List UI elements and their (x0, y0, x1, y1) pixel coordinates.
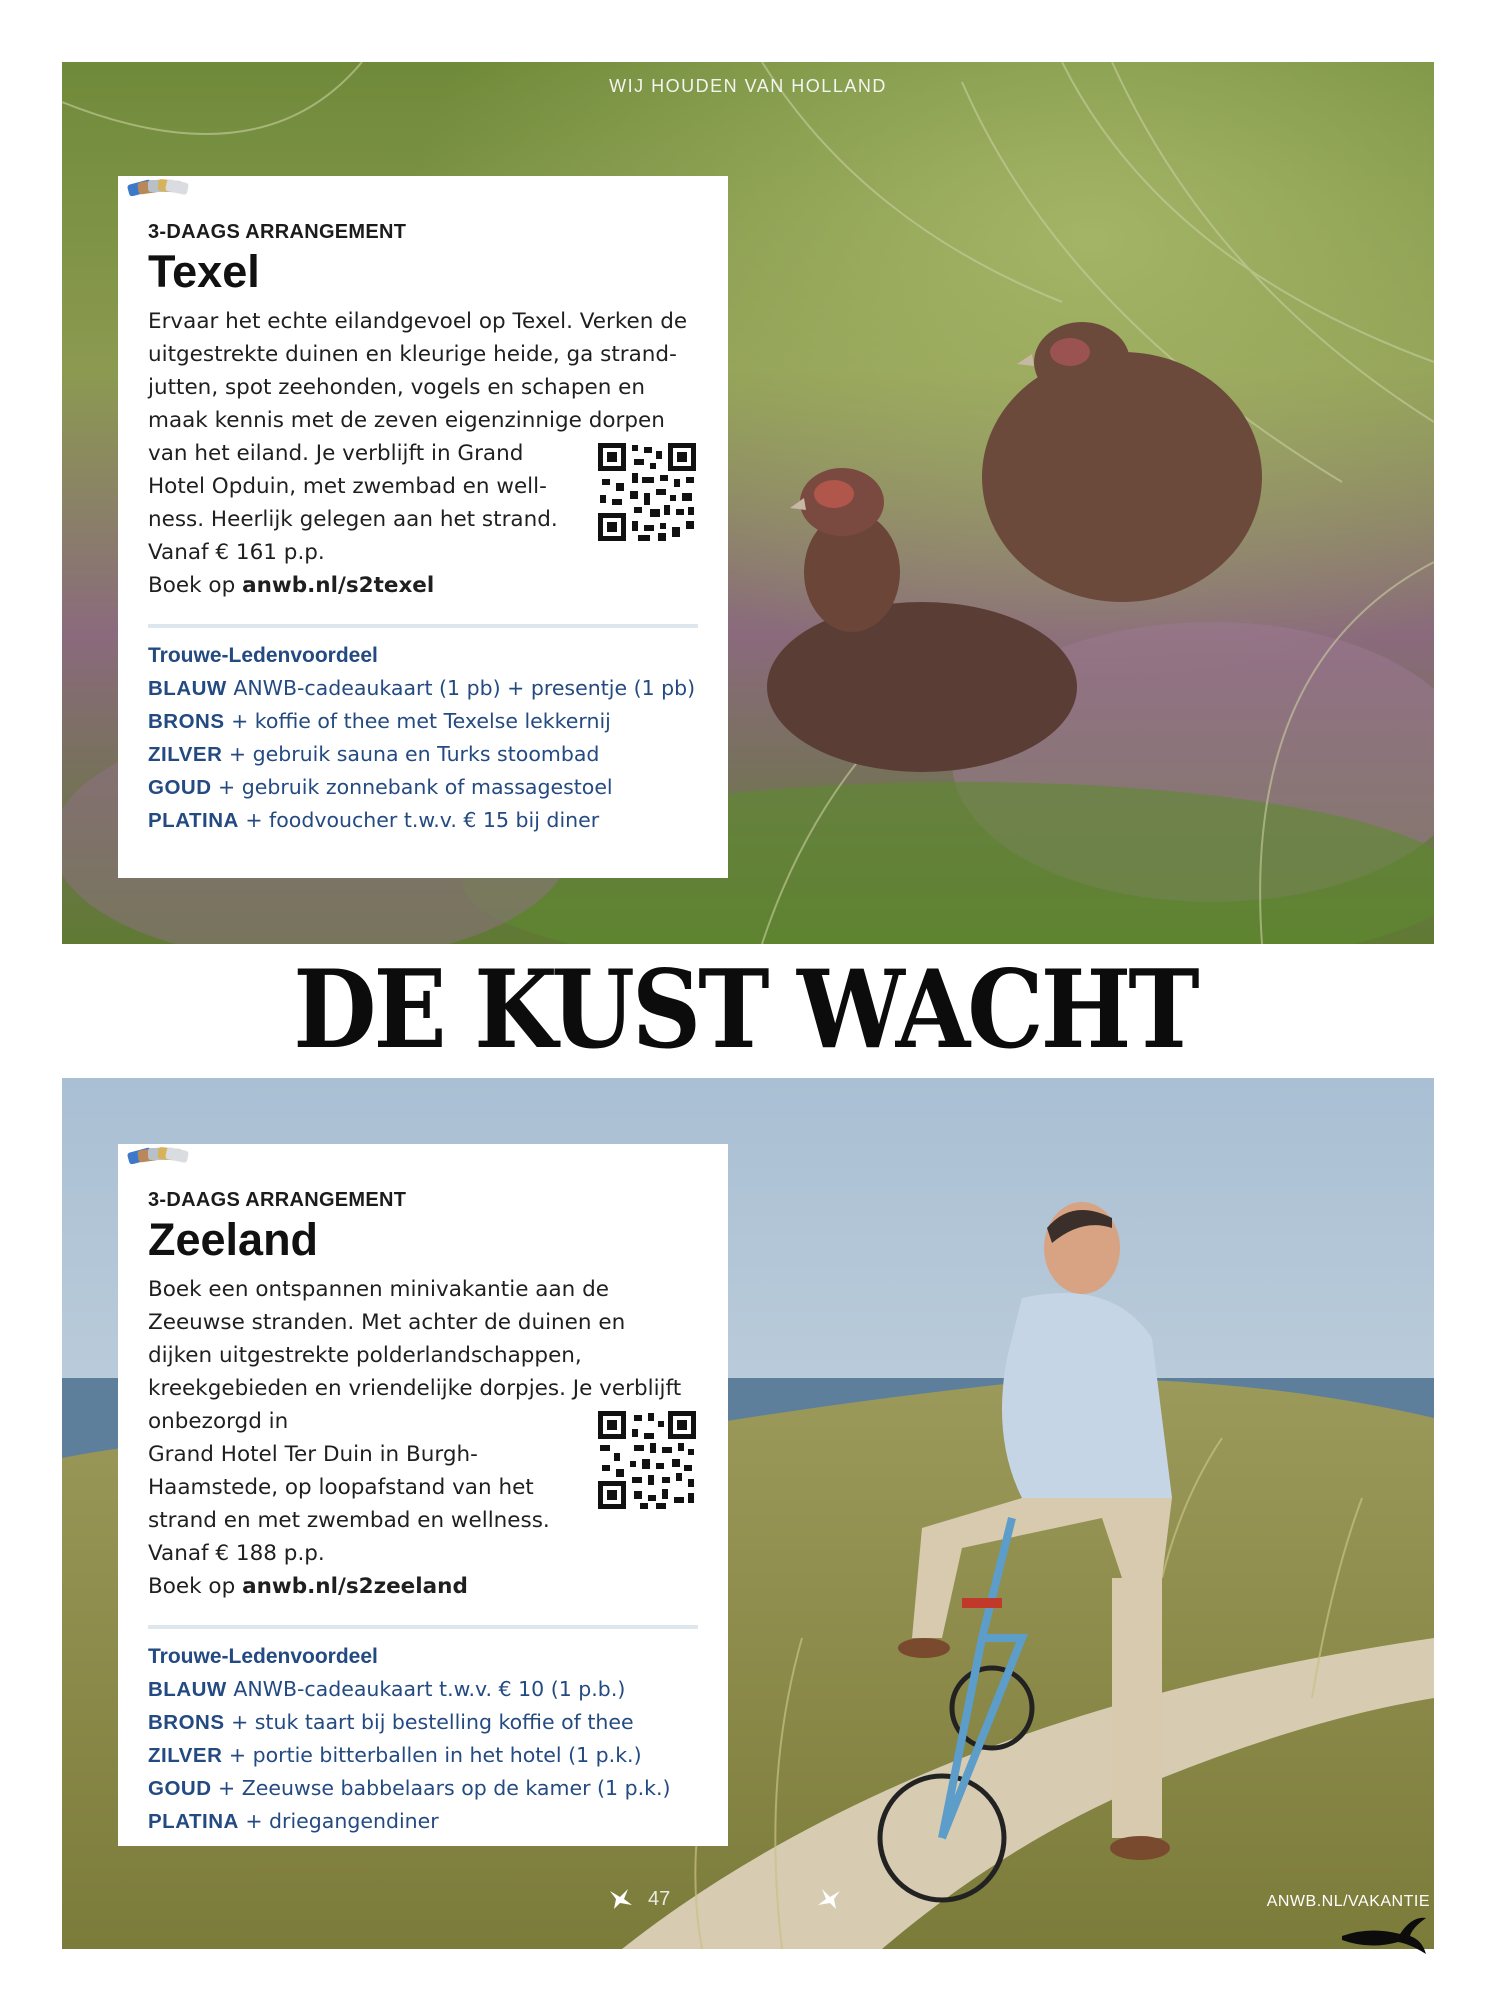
offer-booking-line (148, 1570, 568, 1603)
divider (148, 624, 698, 628)
qr-code-icon[interactable] (598, 1411, 696, 1509)
scan-and-book[interactable] (598, 1411, 698, 1451)
offer-card-zeeland (118, 1144, 728, 1846)
book-prefix: Boek op (148, 573, 236, 599)
page-number: 47 (648, 1888, 671, 1910)
perks-list (148, 1673, 698, 1838)
book-prefix: Boek op (148, 1574, 236, 1600)
bird-ornament-icon (816, 1887, 842, 1911)
perk-goud: GOUD + gebruik zonnebank of massagestoel (148, 775, 613, 800)
offer-kicker: 3-DAAGS ARRANGEMENT (148, 221, 407, 243)
zeeland-photo (62, 1078, 1434, 1949)
divider (148, 1625, 698, 1629)
offer-card-texel (118, 176, 728, 878)
section-label: WIJ HOUDEN VAN HOLLAND (609, 76, 887, 96)
perk-platina: PLATINA + foodvoucher t.w.v. € 15 bij diner (148, 808, 600, 833)
perks-list (148, 672, 698, 837)
perk-zilver: ZILVER + gebruik sauna en Turks stoombad (148, 742, 600, 767)
perks-title: Trouwe-Ledenvoordeel (148, 644, 698, 668)
offer-description-hotel: Grand Hotel Ter Duin in Burgh-Haamstede, op loopafstand van het strand en met zwembad en wellness. (148, 1442, 550, 1534)
qr-code-icon[interactable] (598, 443, 696, 541)
swirl-ornament-icon (1340, 1906, 1430, 1956)
offer-title: Texel (148, 246, 260, 297)
perk-platina: PLATINA + driegangendiner (148, 1809, 439, 1834)
bird-ornament-icon (608, 1887, 634, 1911)
perk-brons: BRONS + koffie of thee met Texelse lekkernij (148, 709, 611, 734)
membership-cards-icon (126, 1144, 190, 1164)
offer-booking-line (148, 569, 568, 602)
perk-blauw: BLAUW ANWB-cadeaukaart (1 pb) + presentje (1 pb) (148, 676, 696, 701)
footer-url[interactable]: ANWB.NL/VAKANTIE (1266, 1893, 1430, 1910)
offer-price: Vanaf € 188 p.p. (148, 1541, 325, 1567)
page-headline: DE KUST WACHT (293, 946, 1197, 1073)
offer-kicker: 3-DAAGS ARRANGEMENT (148, 1189, 407, 1211)
offer-price: Vanaf € 161 p.p. (148, 540, 325, 566)
booking-link[interactable]: anwb.nl/s2texel (242, 573, 435, 599)
texel-photo (62, 62, 1434, 944)
offer-description: Boek een ontspannen minivakantie aan de Zeeuwse stranden. Met achter de duinen en dijken uitgestrekte polderlandschappen, kreekgebieden en vriendelijke dorpjes. Je verblijft onbezorgd in (148, 1277, 682, 1435)
perks-title: Trouwe-Ledenvoordeel (148, 1645, 698, 1669)
perk-zilver: ZILVER + portie bitterballen in het hotel (1 p.k.) (148, 1743, 642, 1768)
perk-goud: GOUD + Zeeuwse babbelaars op de kamer (1 p.k.) (148, 1776, 671, 1801)
offer-description-hotel: van het eiland. Je verblijft in Grand Hotel Opduin, met zwembad en well-ness. Heerlijk gelegen aan het strand. (148, 441, 558, 533)
booking-link[interactable]: anwb.nl/s2zeeland (242, 1574, 468, 1600)
perk-brons: BRONS + stuk taart bij bestelling koffie of thee (148, 1710, 634, 1735)
perk-blauw: BLAUW ANWB-cadeaukaart t.w.v. € 10 (1 p.b.) (148, 1677, 626, 1702)
membership-cards-icon (126, 176, 190, 196)
offer-title: Zeeland (148, 1214, 319, 1265)
offer-description: Ervaar het echte eilandgevoel op Texel. Verken de uitgestrekte duinen en kleurige heide, ga strand-jutten, spot zeehonden, vogels en schapen en maak kennis met de zeven eigenzinnige dorpen (148, 309, 688, 434)
scan-and-book[interactable] (598, 443, 698, 483)
